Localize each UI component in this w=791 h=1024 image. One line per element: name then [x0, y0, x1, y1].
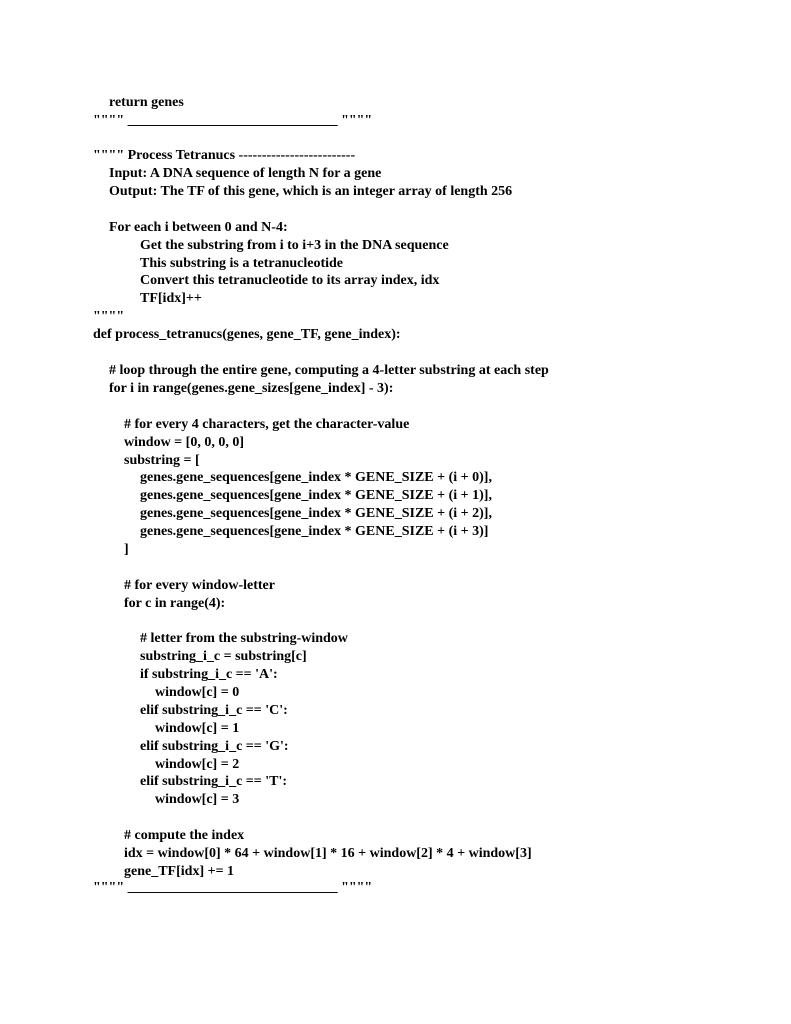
code-line: for i in range(genes.gene_sizes[gene_index] - 3): — [109, 381, 394, 396]
code-line: window[c] = 2 — [155, 757, 240, 772]
code-line: substring = [ — [124, 453, 200, 468]
code-line: genes.gene_sequences[gene_index * GENE_SIZE + (i + 3)] — [140, 524, 489, 539]
docstring-line: Output: The TF of this gene, which is an integer array of length 256 — [109, 184, 513, 199]
code-line: for c in range(4): — [124, 596, 226, 611]
code-comment: # letter from the substring-window — [140, 631, 348, 646]
code-line: genes.gene_sequences[gene_index * GENE_SIZE + (i + 2)], — [140, 506, 492, 521]
code-line: if substring_i_c == 'A': — [140, 667, 278, 682]
code-line: elif substring_i_c == 'C': — [140, 703, 288, 718]
code-line: idx = window[0] * 64 + window[1] * 16 + window[2] * 4 + window[3] — [124, 846, 532, 861]
code-line: ] — [124, 542, 129, 557]
code-line: substring_i_c = substring[c] — [140, 649, 307, 664]
docstring-line: """" — [93, 309, 125, 324]
code-line: window[c] = 1 — [155, 721, 240, 736]
docstring-line: This substring is a tetranucleotide — [140, 256, 344, 271]
code-line: elif substring_i_c == 'G': — [140, 739, 289, 754]
docstring-divider: """" ______________________________ """" — [93, 880, 373, 895]
code-line: window[c] = 0 — [155, 685, 240, 700]
docstring-line: Get the substring from i to i+3 in the DNA sequence — [140, 238, 449, 253]
code-comment: # loop through the entire gene, computing a 4-letter substring at each step — [109, 363, 549, 378]
docstring-line: """" Process Tetranucs ------------------------- — [93, 148, 356, 163]
code-line: genes.gene_sequences[gene_index * GENE_SIZE + (i + 1)], — [140, 488, 492, 503]
code-line: window[c] = 3 — [155, 792, 240, 807]
docstring-line: For each i between 0 and N-4: — [109, 220, 288, 235]
code-line: elif substring_i_c == 'T': — [140, 774, 288, 789]
docstring-line: Convert this tetranucleotide to its array index, idx — [140, 273, 440, 288]
docstring-line: Input: A DNA sequence of length N for a gene — [109, 166, 382, 181]
code-comment: # for every window-letter — [124, 578, 275, 593]
code-comment: # for every 4 characters, get the character-value — [124, 417, 410, 432]
function-definition: def process_tetranucs(genes, gene_TF, gene_index): — [93, 327, 401, 342]
code-line: genes.gene_sequences[gene_index * GENE_SIZE + (i + 0)], — [140, 470, 492, 485]
docstring-line: TF[idx]++ — [140, 291, 202, 306]
code-line: window = [0, 0, 0, 0] — [124, 435, 244, 450]
code-line: gene_TF[idx] += 1 — [124, 864, 235, 879]
code-line: return genes — [109, 95, 184, 110]
code-comment: # compute the index — [124, 828, 245, 843]
docstring-divider: """" ______________________________ """" — [93, 113, 373, 128]
